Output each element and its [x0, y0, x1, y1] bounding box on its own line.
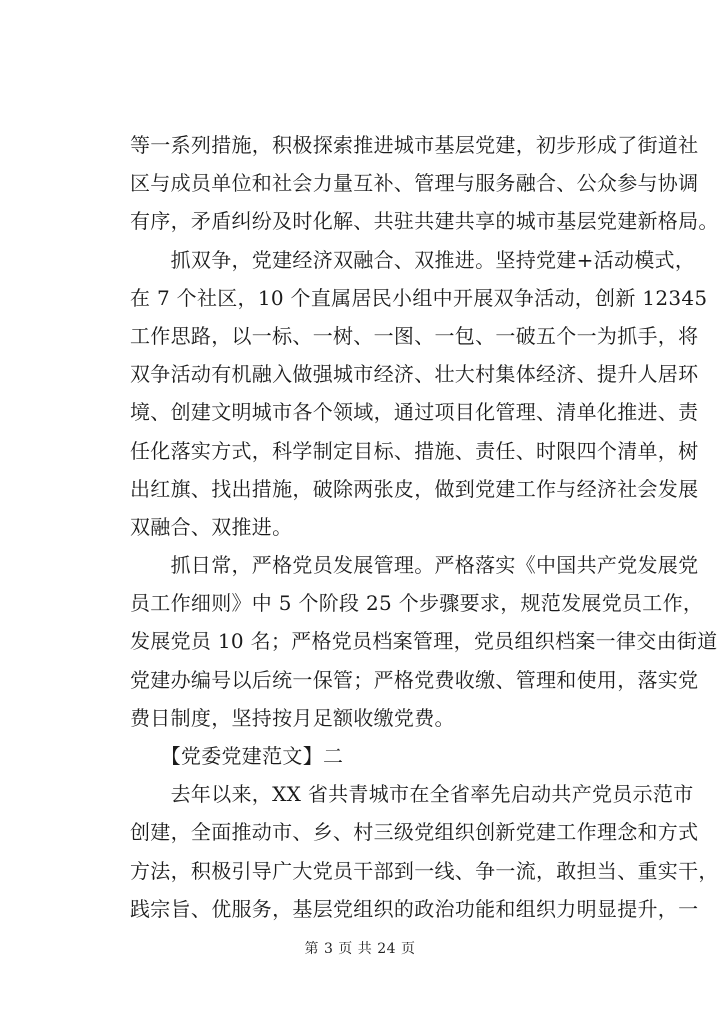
text-line: 发展党员 10 名；严格党员档案管理，党员组织档案一律交由街道	[130, 629, 718, 654]
text-line: 践宗旨、优服务，基层党组织的政治功能和组织力明显提升，一	[130, 896, 699, 921]
text-line: 双争活动有机融入做强城市经济、壮大村集体经济、提升人居环	[130, 362, 699, 387]
text-line: 方法，积极引导广大党员干部到一线、争一流，敢担当、重实干，	[130, 858, 719, 883]
text-line: 有序，矛盾纠纷及时化解、共驻共建共享的城市基层党建新格局。	[130, 209, 719, 234]
page-footer: 第 3 页 共 24 页	[304, 941, 416, 957]
text-line: 费日制度，坚持按月足额收缴党费。	[130, 705, 455, 730]
text-line: 抓双争，党建经济双融合、双推进。坚持党建+活动模式，	[130, 247, 696, 272]
body-text	[130, 126, 719, 928]
text-line: 双融合、双推进。	[130, 514, 293, 539]
text-line: 任化落实方式，科学制定目标、措施、责任、时限四个清单，树	[130, 438, 699, 463]
text-line: 去年以来，XX 省共青城市在全省率先启动共产党员示范市	[130, 782, 694, 807]
text-line: 抓日常，严格党员发展管理。严格落实《中国共产党发展党	[130, 553, 699, 578]
text-line: 工作思路，以一标、一树、一图、一包、一破五个一为抓手，将	[130, 323, 699, 348]
text-line: 创建，全面推动市、乡、村三级党组织创新党建工作理念和方式	[130, 820, 699, 845]
text-line: 【党委党建范文】二	[130, 744, 344, 768]
text-line: 在 7 个社区，10 个直属居民小组中开展双争活动，创新 12345	[130, 285, 708, 310]
text-line: 区与成员单位和社会力量互补、管理与服务融合、公众参与协调	[130, 171, 699, 196]
text-line: 境、创建文明城市各个领域，通过项目化管理、清单化推进、责	[130, 400, 699, 425]
text-line: 出红旗、找出措施，破除两张皮，做到党建工作与经济社会发展	[130, 476, 699, 501]
text-line: 等一系列措施，积极探索推进城市基层党建，初步形成了街道社	[130, 133, 699, 157]
text-line: 党建办编号以后统一保管；严格党费收缴、管理和使用，落实党	[130, 667, 699, 692]
text-line: 员工作细则》中 5 个阶段 25 个步骤要求，规范发展党员工作，	[130, 591, 704, 616]
